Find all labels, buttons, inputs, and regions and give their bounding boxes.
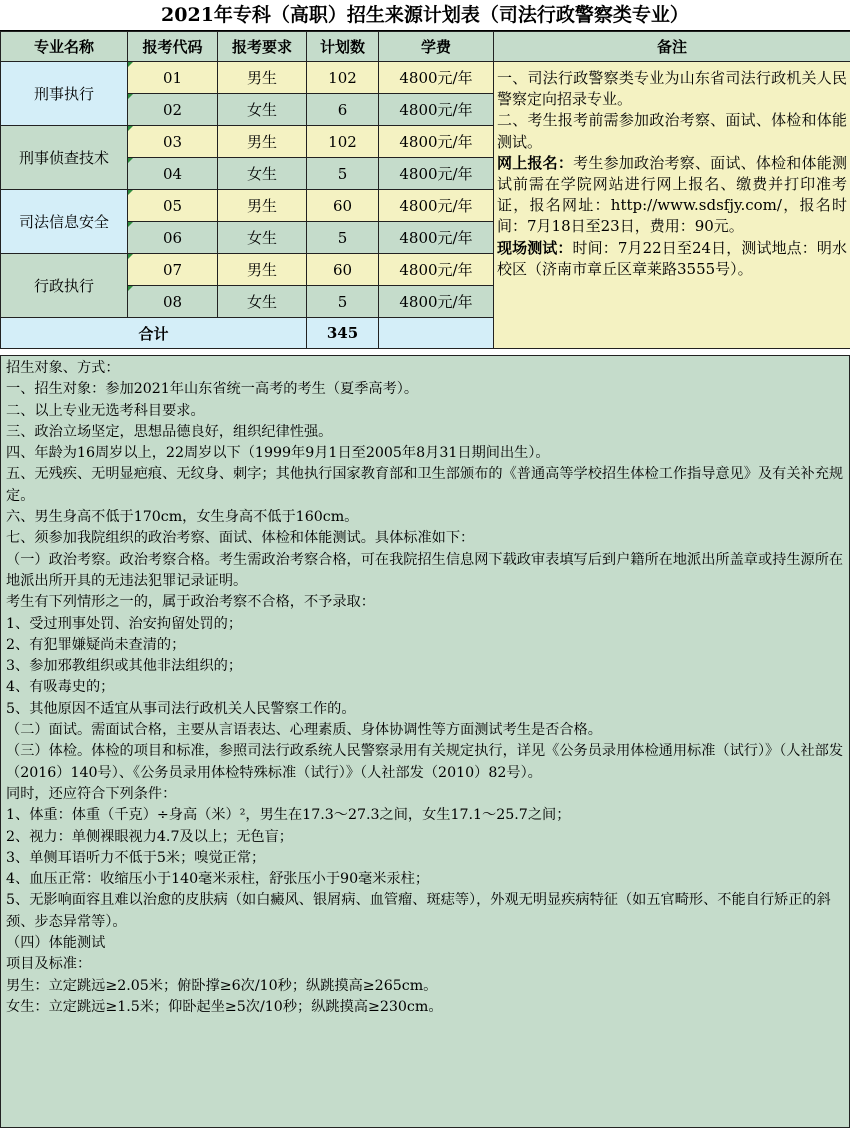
note-line: （四）体能测试 bbox=[6, 935, 106, 952]
major-name: 刑事执行 bbox=[1, 62, 128, 126]
remark-text: 时间：7月22日至24日，测试地点：明水校区（济南市章丘区章莱路3555号）。 bbox=[497, 238, 847, 278]
requirement-cell: 男生 bbox=[218, 254, 307, 286]
quota-cell: 60 bbox=[307, 254, 379, 286]
header-requirement: 报考要求 bbox=[218, 32, 307, 62]
note-line: 4、血压正常：收缩压小于140毫米汞柱，舒张压小于90毫米汞柱； bbox=[6, 871, 430, 888]
note-line: 同时，还应符合下列条件： bbox=[6, 785, 177, 802]
tuition-cell: 4800元/年 bbox=[379, 286, 494, 318]
note-line: 招生对象、方式： bbox=[6, 360, 120, 376]
note-line: 女生：立定跳远≥1.5米；仰卧起坐≥5次/10秒；纵跳摸高≥230cm。 bbox=[6, 998, 443, 1015]
note-line: （一）政治考察。政治考察合格。考生需政治考察合格，可在我院招生信息网下载政审表填写后到户籍所在地派出所盖章或持生源所在地派出所开具的无违法犯罪记录证明。 bbox=[6, 551, 844, 589]
requirement-cell: 女生 bbox=[218, 94, 307, 126]
header-code: 报考代码 bbox=[128, 32, 218, 62]
quota-cell: 102 bbox=[307, 62, 379, 94]
tuition-cell: 4800元/年 bbox=[379, 94, 494, 126]
note-line: 2、视力：单侧裸眼视力4.7及以上；无色盲； bbox=[6, 828, 293, 845]
header-major: 专业名称 bbox=[1, 32, 128, 62]
note-line: 项目及标准： bbox=[6, 956, 92, 973]
note-line: 六、男生身高不低于170cm，女生身高不低于160cm。 bbox=[6, 509, 359, 526]
remark-paragraph bbox=[497, 238, 847, 280]
requirement-cell: 女生 bbox=[218, 158, 307, 190]
note-line: 1、体重：体重（千克）÷身高（米）²，男生在17.3～27.3之间，女生17.1～25.7之间； bbox=[6, 807, 571, 824]
tuition-cell: 4800元/年 bbox=[379, 62, 494, 94]
code-cell: 06 bbox=[128, 222, 218, 254]
remark-text: 考生参加政治考察、面试、体检和体能测试前需在学院网站进行网上报名、缴费并打印准考证，报名网址：http://www.sdsfjy.com/，报名时间：7月18日至23日，费用：90元。 bbox=[497, 153, 847, 236]
remark-label: 现场测试： bbox=[497, 238, 573, 257]
diagonal-cell bbox=[379, 318, 494, 349]
requirement-cell: 男生 bbox=[218, 62, 307, 94]
page-title: 2021年专科（高职）招生来源计划表（司法行政警察类专业） bbox=[0, 0, 850, 31]
code-cell: 02 bbox=[128, 94, 218, 126]
note-line: 考生有下列情形之一的，属于政治考察不合格，不予录取： bbox=[6, 594, 375, 611]
major-name: 司法信息安全 bbox=[1, 190, 128, 254]
major-name: 行政执行 bbox=[1, 254, 128, 318]
header-remarks: 备注 bbox=[494, 32, 850, 62]
header-quota: 计划数 bbox=[307, 32, 379, 62]
quota-cell: 6 bbox=[307, 94, 379, 126]
code-cell: 05 bbox=[128, 190, 218, 222]
table-row bbox=[1, 62, 850, 94]
header-tuition: 学费 bbox=[379, 32, 494, 62]
note-line: 4、有吸毒史的； bbox=[6, 679, 115, 696]
tuition-cell: 4800元/年 bbox=[379, 254, 494, 286]
tuition-cell: 4800元/年 bbox=[379, 222, 494, 254]
enrollment-plan-table bbox=[0, 31, 850, 349]
tuition-cell: 4800元/年 bbox=[379, 190, 494, 222]
tuition-cell: 4800元/年 bbox=[379, 126, 494, 158]
total-label: 合计 bbox=[1, 318, 307, 349]
note-line: 1、受过刑事处罚、治安拘留处罚的； bbox=[6, 615, 243, 632]
quota-cell: 5 bbox=[307, 286, 379, 318]
code-cell: 03 bbox=[128, 126, 218, 158]
code-cell: 07 bbox=[128, 254, 218, 286]
code-cell: 08 bbox=[128, 286, 218, 318]
total-value: 345 bbox=[307, 318, 379, 349]
code-cell: 04 bbox=[128, 158, 218, 190]
note-line: 男生：立定跳远≥2.05米；俯卧撑≥6次/10秒；纵跳摸高≥265cm。 bbox=[6, 977, 438, 994]
note-line: 三、政治立场坚定，思想品德良好，组织纪律性强。 bbox=[6, 423, 333, 440]
note-line: 七、须参加我院组织的政治考察、面试、体检和体能测试。具体标准如下： bbox=[6, 530, 475, 547]
code-cell: 01 bbox=[128, 62, 218, 94]
remark-label: 网上报名： bbox=[497, 153, 574, 172]
requirement-cell: 男生 bbox=[218, 190, 307, 222]
requirement-cell: 男生 bbox=[218, 126, 307, 158]
note-line: 5、无影响面容且难以治愈的皮肤病（如白癜风、银屑病、血管瘤、斑痣等），外观无明显疾病特征（如五官畸形、不能自行矫正的斜颈、步态异常等）。 bbox=[6, 892, 831, 930]
table-header-row bbox=[1, 32, 850, 62]
remark-paragraph: 一、司法行政警察类专业为山东省司法行政机关人民警察定向招录专业。 bbox=[497, 69, 847, 109]
remark-paragraph bbox=[497, 153, 847, 238]
remarks-cell bbox=[494, 62, 850, 349]
note-line: 四、年龄为16周岁以上，22周岁以下（1999年9月1日至2005年8月31日期间出生）。 bbox=[6, 445, 550, 462]
quota-cell: 5 bbox=[307, 158, 379, 190]
admission-notes bbox=[0, 355, 850, 1128]
quota-cell: 102 bbox=[307, 126, 379, 158]
remark-paragraph: 二、考生报考前需参加政治考察、面试、体检和体能测试。 bbox=[497, 111, 847, 151]
note-line: 5、其他原因不适宜从事司法行政机关人民警察工作的。 bbox=[6, 700, 356, 717]
note-line: （三）体检。体检的项目和标准，参照司法行政系统人民警察录用有关规定执行，详见《公务员录用体检通用标准（试行）》（人社部发（2016）140号）、《公务员录用体检特殊标准（试行）》（人社部发（2010）82号）。 bbox=[6, 743, 844, 781]
requirement-cell: 女生 bbox=[218, 286, 307, 318]
major-name: 刑事侦查技术 bbox=[1, 126, 128, 190]
note-line: 五、无残疾、无明显疤痕、无纹身、刺字；其他执行国家教育部和卫生部颁布的《普通高等学校招生体检工作指导意见》及有关补充规定。 bbox=[6, 466, 844, 504]
note-line: 二、以上专业无选考科目要求。 bbox=[6, 402, 205, 419]
quota-cell: 5 bbox=[307, 222, 379, 254]
note-line: 3、单侧耳语听力不低于5米；嗅觉正常； bbox=[6, 849, 266, 866]
tuition-cell: 4800元/年 bbox=[379, 158, 494, 190]
note-line: （二）面试。需面试合格，主要从言语表达、心理素质、身体协调性等方面测试考生是否合格。 bbox=[6, 722, 602, 739]
requirement-cell: 女生 bbox=[218, 222, 307, 254]
quota-cell: 60 bbox=[307, 190, 379, 222]
note-line: 一、招生对象：参加2021年山东省统一高考的考生（夏季高考）。 bbox=[6, 381, 419, 398]
note-line: 3、参加邪教组织或其他非法组织的； bbox=[6, 658, 243, 675]
note-line: 2、有犯罪嫌疑尚未查清的； bbox=[6, 636, 186, 653]
